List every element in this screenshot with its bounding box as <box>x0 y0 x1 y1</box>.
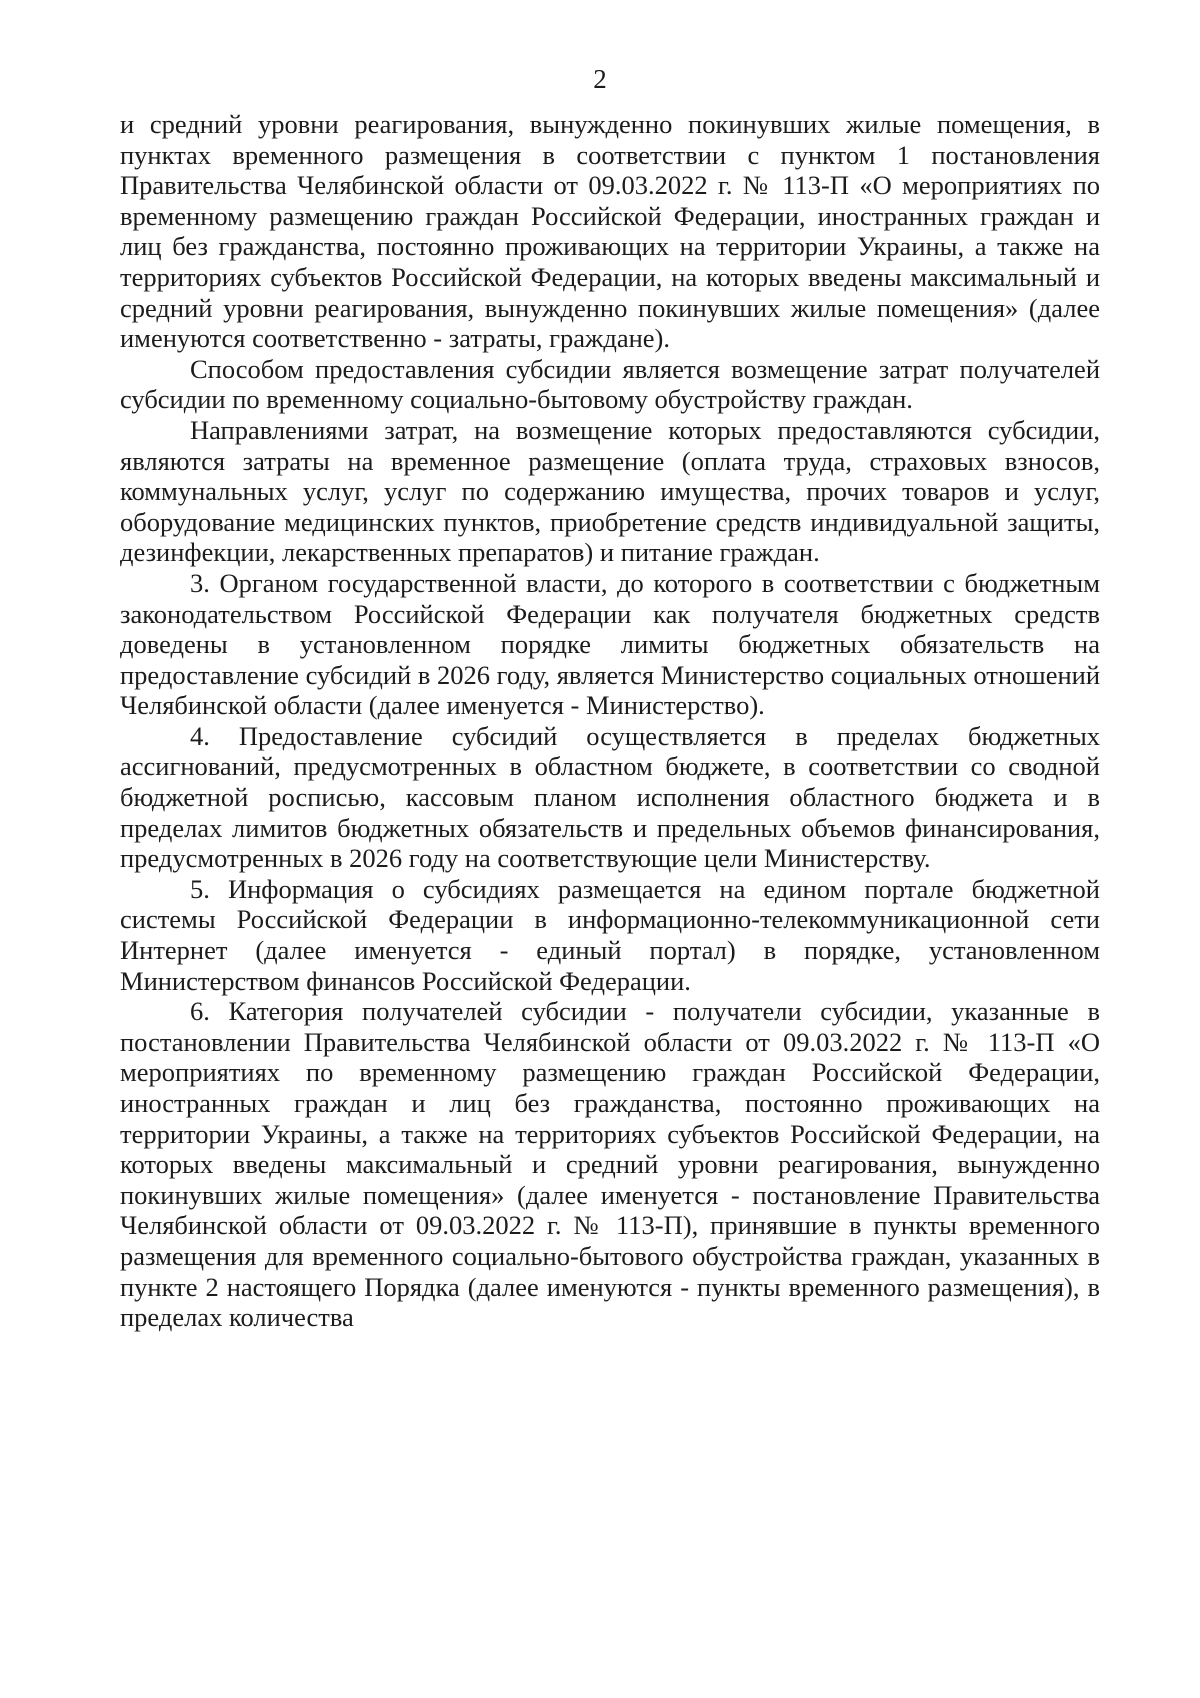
paragraph-item-6: 6. Категория получателей субсидии - получатели субсидии, указанные в постановлении Правительства Челябинской области от 09.03.2022 г. № 113-П «О мероприятиях по временному размещению граждан Российской Федерации, иностранных граждан и лиц без гражданства, постоянно проживающих на территории Украины, а также на территориях субъектов Российской Федерации, на которых введены максимальный и средний уровни реагирования, вынужденно покинувших жилые помещения» (далее именуется - постановление Правительства Челябинской области от 09.03.2022 г. № 113-П), принявшие в пункты временного размещения для временного социально-бытового обустройства граждан, указанных в пункте 2 настоящего Порядка (далее именуются - пункты временного размещения), в пределах количества <box>120 996 1100 1333</box>
document-body <box>120 109 1100 1333</box>
paragraph-cost-directions: Направлениями затрат, на возмещение которых предоставляются субсидии, являются затраты на временное размещение (оплата труда, страховых взносов, коммунальных услуг, услуг по содержанию имущества, прочих товаров и услуг, оборудование медицинских пунктов, приобретение средств индивидуальной защиты, дезинфекции, лекарственных препаратов) и питание граждан. <box>120 414 1100 568</box>
paragraph-subsidy-method: Способом предоставления субсидии является возмещение затрат получателей субсидии по временному социально-бытовому обустройству граждан. <box>120 353 1100 415</box>
page-number: 2 <box>593 64 607 94</box>
paragraph-item-5: 5. Информация о субсидиях размещается на едином портале бюджетной системы Российской Федерации в информационно-телекоммуникационной сети Интернет (далее именуется - единый портал) в порядке, установленном Министерством финансов Российской Федерации. <box>120 873 1100 996</box>
paragraph-item-4: 4. Предоставление субсидий осуществляется в пределах бюджетных ассигнований, предусмотренных в областном бюджете, в соответствии со сводной бюджетной росписью, кассовым планом исполнения областного бюджета и в пределах лимитов бюджетных обязательств и предельных объемов финансирования, предусмотренных в 2026 году на соответствующие цели Министерству. <box>120 720 1100 874</box>
paragraph-item-3: 3. Органом государственной власти, до которого в соответствии с бюджетным законодательством Российской Федерации как получателя бюджетных средств доведены в установленном порядке лимиты бюджетных обязательств на предоставление субсидий в 2026 году, является Министерство социальных отношений Челябинской области (далее именуется - Министерство). <box>120 567 1100 721</box>
paragraph-continuation: и средний уровни реагирования, вынужденно покинувших жилые помещения, в пунктах временного размещения в соответствии с пунктом 1 постановления Правительства Челябинской области от 09.03.2022 г. № 113-П «О мероприятиях по временному размещению граждан Российской Федерации, иностранных граждан и лиц без гражданства, постоянно проживающих на территории Украины, а также на территориях субъектов Российской Федерации, на которых введены максимальный и средний уровни реагирования, вынужденно покинувших жилые помещения» (далее именуются соответственно - затраты, граждане). <box>120 109 1100 354</box>
